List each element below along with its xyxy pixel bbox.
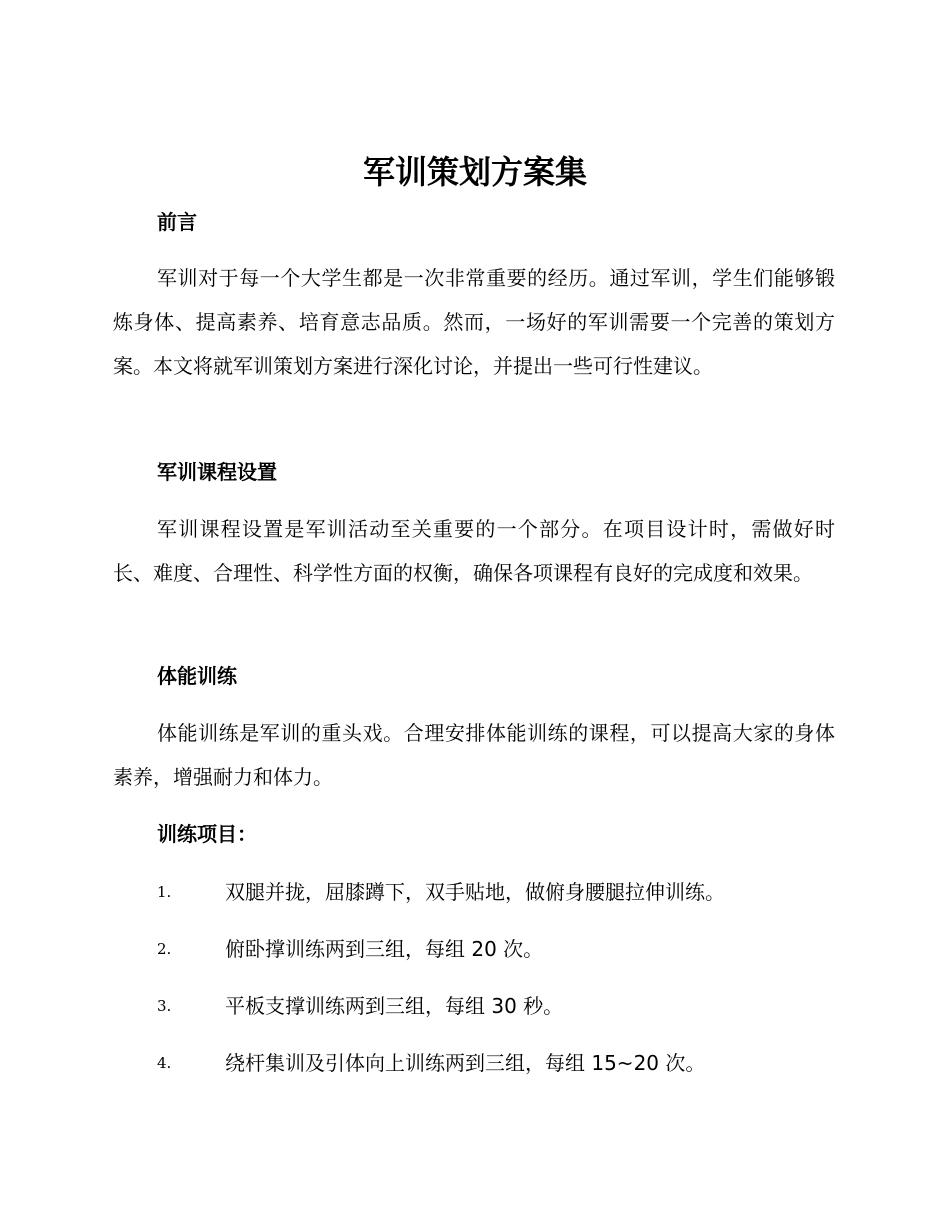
list-item-text: 平板支撑训练两到三组，每组 30 秒。	[225, 994, 564, 1018]
section-paragraph-physical-training: 体能训练是军训的重头戏。合理安排体能训练的课程，可以提高大家的身体素养，增强耐力和体力。	[113, 721, 835, 789]
list-item	[0, 986, 950, 1043]
list-item-number: 1.	[157, 883, 172, 901]
section-paragraph-course-setup: 军训课程设置是军训活动至关重要的一个部分。在项目设计时，需做好时长、难度、合理性、科学性方面的权衡，确保各项课程有良好的完成度和效果。	[113, 517, 835, 585]
section-heading-preface: 前言	[157, 210, 197, 234]
training-item-list	[0, 872, 950, 1100]
list-item	[0, 872, 950, 929]
list-item	[0, 929, 950, 986]
list-item-number: 4.	[157, 1054, 172, 1072]
list-item-number: 2.	[157, 940, 172, 958]
list-item	[0, 1043, 950, 1100]
list-item-text: 绕杆集训及引体向上训练两到三组，每组 15~20 次。	[225, 1051, 706, 1075]
section-heading-course-setup: 军训课程设置	[157, 460, 277, 484]
section-heading-physical-training: 体能训练	[157, 664, 237, 688]
list-item-text: 双腿并拢，屈膝蹲下，双手贴地，做俯身腰腿拉伸训练。	[225, 880, 725, 904]
page-title: 军训策划方案集	[362, 153, 587, 191]
section-paragraph-preface: 军训对于每一个大学生都是一次非常重要的经历。通过军训，学生们能够锻炼身体、提高素养、培育意志品质。然而，一场好的军训需要一个完善的策划方案。本文将就军训策划方案进行深化讨论，并提出一些可行性建议。	[113, 266, 835, 378]
list-item-text: 俯卧撑训练两到三组，每组 20 次。	[225, 937, 544, 961]
list-item-number: 3.	[157, 997, 172, 1015]
section-heading-training-items: 训练项目：	[157, 822, 257, 846]
